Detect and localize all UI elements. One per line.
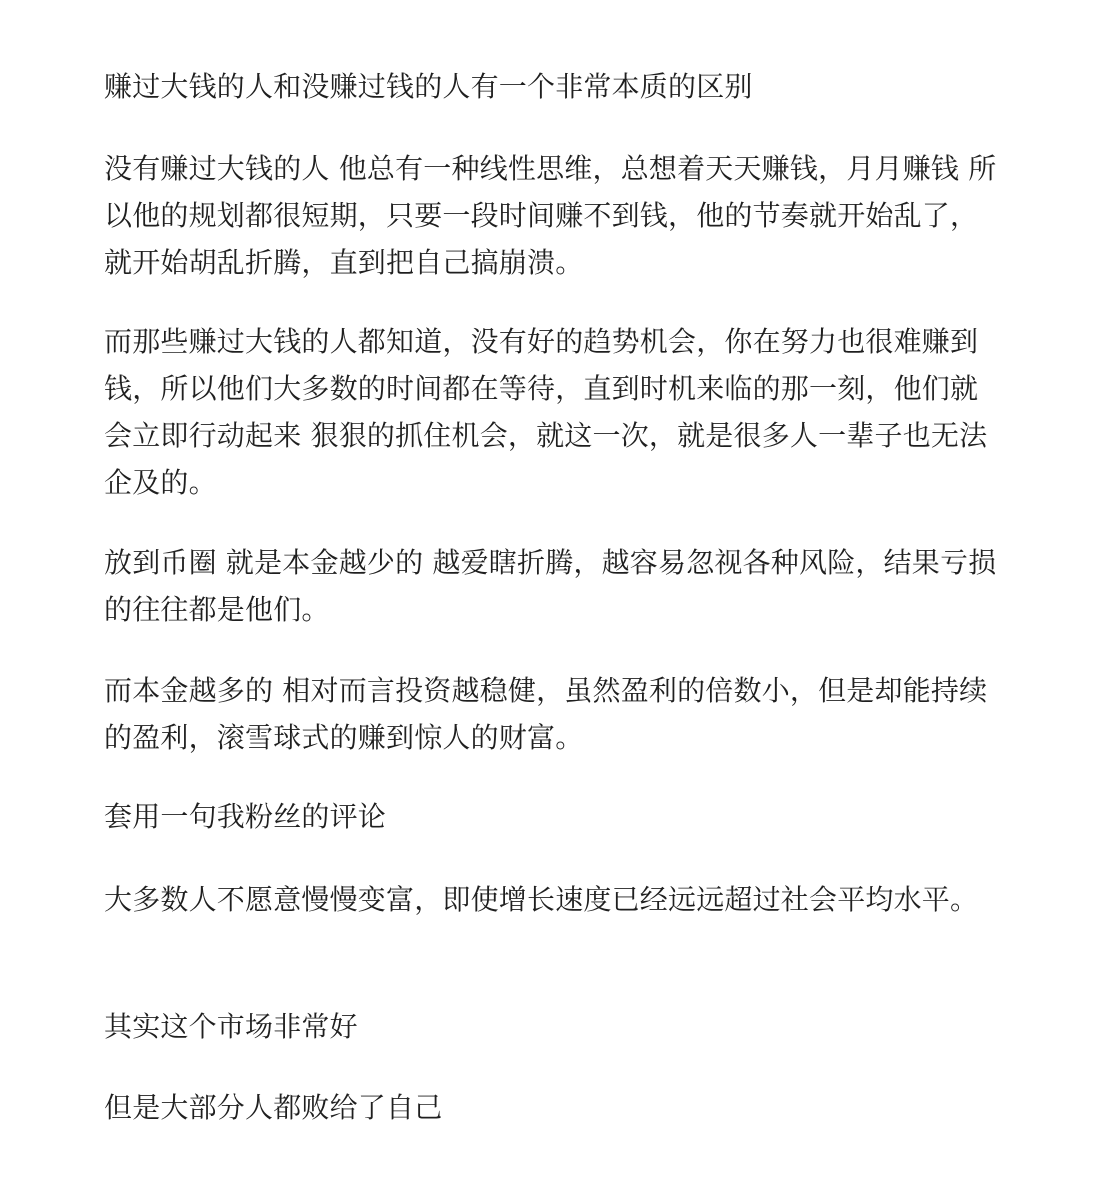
paragraph-9: 但是大部分人都败给了自己	[104, 1091, 443, 1124]
paragraph-7: 大多数人不愿意慢慢变富，即使增长速度已经远远超过社会平均水平。	[104, 883, 979, 916]
paragraph-8: 其实这个市场非常好	[104, 1010, 358, 1043]
paragraph-6: 套用一句我粉丝的评论	[104, 800, 387, 833]
paragraph-2: 没有赚过大钱的人 他总有一种线性思维，总想着天天赚钱，月月赚钱 所以他的规划都很短期，只要一段时间赚不到钱，他的节奏就开始乱了，就开始胡乱折腾，直到把自己搞崩溃。	[104, 152, 997, 279]
paragraph-4: 放到币圈 就是本金越少的 越爱瞎折腾，越容易忽视各种风险，结果亏损的往往都是他们。	[104, 546, 997, 626]
paragraph-3: 而那些赚过大钱的人都知道，没有好的趋势机会，你在努力也很难赚到钱，所以他们大多数的时间都在等待，直到时机来临的那一刻，他们就会立即行动起来 狠狠的抓住机会，就这一次，就是很多人一辈子也无法企及的。	[104, 325, 988, 499]
paragraph-1: 赚过大钱的人和没赚过钱的人有一个非常本质的区别	[104, 70, 753, 103]
paragraph-5: 而本金越多的 相对而言投资越稳健，虽然盈利的倍数小，但是却能持续的盈利，滚雪球式的赚到惊人的财富。	[104, 674, 988, 754]
